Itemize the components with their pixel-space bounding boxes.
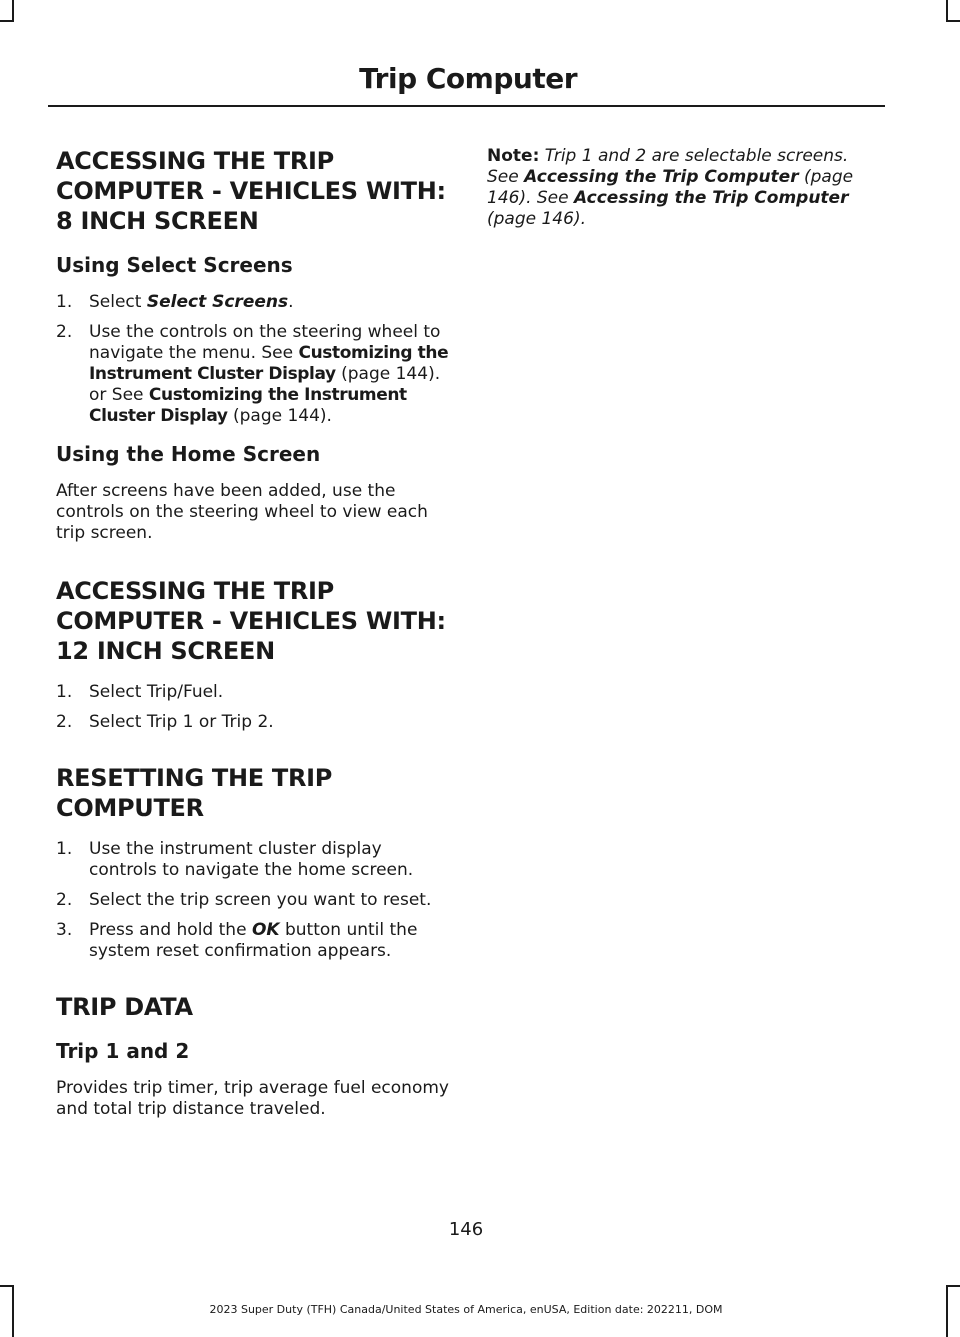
paragraph-home-screen: After screens have been added, use the controls on the steering wheel to view each trip screen.: [56, 481, 428, 543]
crop-mark-top-left-h: [0, 20, 14, 22]
list-item: 1. Select Trip/Fuel.: [56, 682, 224, 702]
list-item: 2. Use the controls on the steering wheel to navigate the menu. See Customizing the Instrument Cluster Display (page 144). or See Customizing the Instrument Cluster Display (page 144).: [56, 322, 449, 426]
page-number: 146: [448, 1219, 484, 1240]
steps-12-inch: [56, 682, 451, 733]
list-item: 1. Use the instrument cluster display controls to navigate the home screen.: [56, 839, 414, 880]
list-item: 3. Press and hold the OK button until the system reset confirmation appears.: [56, 920, 418, 961]
note-label: Note:: [487, 146, 540, 166]
section-title-8-inch: ACCESSING THE TRIP COMPUTER - VEHICLES WITH: 8 INCH SCREEN: [56, 147, 446, 235]
xref-customizing-display[interactable]: Customizing the Instrument Cluster Display: [89, 343, 449, 384]
xref-accessing-trip-computer[interactable]: Accessing the Trip Computer: [524, 167, 799, 187]
list-item: 2. Select the trip screen you want to reset.: [56, 890, 432, 910]
list-item: 1. Select Select Screens.: [56, 292, 294, 312]
left-column: [56, 146, 451, 1126]
right-column: [487, 146, 882, 236]
subheading-trip-1-and-2: Trip 1 and 2: [56, 1039, 190, 1063]
steps-resetting: [56, 839, 451, 962]
paragraph-trip-data: Provides trip timer, trip average fuel economy and total trip distance traveled.: [56, 1078, 449, 1119]
crop-mark-top-right-v: [946, 0, 948, 22]
header-divider: [48, 105, 885, 107]
xref-customizing-display[interactable]: Customizing the Instrument Cluster Display: [89, 385, 407, 426]
section-title-12-inch: ACCESSING THE TRIP COMPUTER - VEHICLES WITH: 12 INCH SCREEN: [56, 577, 446, 665]
page-title: Trip Computer: [359, 62, 577, 95]
ok-button-term: OK: [251, 920, 280, 940]
subheading-using-home-screen: Using the Home Screen: [56, 442, 321, 466]
section-title-trip-data: TRIP DATA: [56, 993, 193, 1021]
note-paragraph: Note: Trip 1 and 2 are selectable screens. See Accessing the Trip Computer (page 146). See Accessing the Trip Computer (page 146).: [487, 146, 854, 229]
crop-mark-bottom-left-h: [0, 1285, 14, 1287]
select-screens-term: Select Screens: [146, 292, 289, 312]
section-title-resetting: RESETTING THE TRIP COMPUTER: [56, 764, 333, 822]
xref-accessing-trip-computer[interactable]: Accessing the Trip Computer: [574, 188, 849, 208]
footer-edition-info: 2023 Super Duty (TFH) Canada/United States of America, enUSA, Edition date: 202211, DOM: [209, 1303, 723, 1316]
crop-mark-bottom-right-v: [946, 1285, 948, 1337]
subheading-using-select-screens: Using Select Screens: [56, 253, 293, 277]
list-item: 2. Select Trip 1 or Trip 2.: [56, 712, 274, 732]
crop-mark-top-left-v: [12, 0, 14, 22]
crop-mark-bottom-right-h: [946, 1285, 960, 1287]
crop-mark-top-right-h: [946, 20, 960, 22]
steps-select-screens: [56, 292, 451, 427]
